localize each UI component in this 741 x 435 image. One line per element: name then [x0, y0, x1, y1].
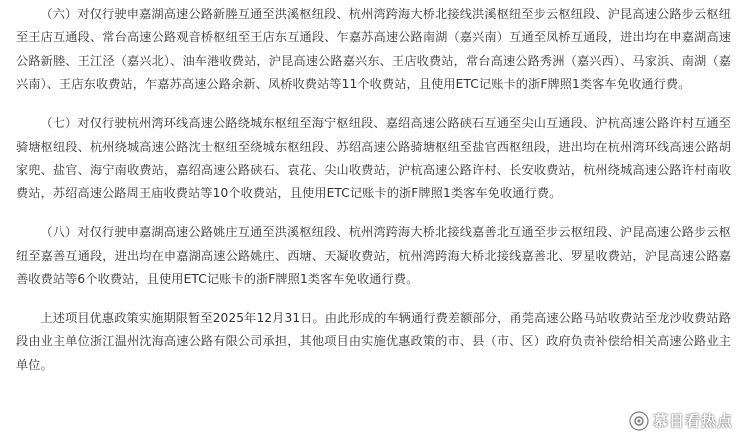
paragraph-eight: （八）对仅行驶申嘉湖高速公路姚庄互通至洪溪枢纽段、杭州湾跨海大桥北接线嘉善北互通至步云枢纽段、沪昆高速公路步云枢纽至嘉善互通段，进出均在申嘉湖高速公路姚庄、西塘、天凝收费站，杭州湾跨海大桥北接线嘉善北、罗星收费站，沪昆高速公路嘉善收费站等6个收费站，且使用ETC记账卡的浙F牌照1类客车免收通行费。 [16, 225, 731, 287]
paragraph-policy-period: 上述项目优惠政策实施期限暂至2025年12月31日。由此形成的车辆通行费差额部分，甬莞高速公路马站收费站至龙沙收费站路段由业主单位浙江温州沈海高速公路有限公司承担，其他项目由实施优惠政策的市、县（市、区）政府负责补偿给相关高速公路业主单位。 [16, 310, 731, 372]
watermark-logo-icon [629, 411, 649, 431]
paragraph-seven: （七）对仅行驶杭州湾环线高速公路绕城东枢纽至海宁枢纽段、嘉绍高速公路硖石互通至尖山互通段、沪杭高速公路许村互通至骑塘枢纽段、杭州绕城高速公路沈士枢纽至绕城东枢纽段、苏绍高速公路骑塘枢纽至盐官西枢纽段，进出均在杭州湾环线高速公路胡家兜、盐官、海宁南收费站，嘉绍高速公路硖石、袁花、尖山收费站，沪杭高速公路许村、长安收费站，杭州绕城高速公路许村南收费站，苏绍高速公路周王庙收费站等10个收费站，且使用ETC记账卡的浙F牌照1类客车免收通行费。 [16, 116, 731, 201]
watermark-text: 慕目看热点 [652, 412, 733, 430]
watermark [629, 410, 733, 431]
document-body [16, 3, 731, 377]
paragraph-six: （六）对仅行驶申嘉湖高速公路新塍互通至洪溪枢纽段、杭州湾跨海大桥北接线洪溪枢纽至步云枢纽段、沪昆高速公路步云枢纽至王店互通段、常台高速公路观音桥枢纽至王店东互通段、乍嘉苏高速公路南湖（嘉兴南）互通至凤桥互通段，进出均在申嘉湖高速公路新塍、王江泾（嘉兴北）、油车港收费站，沪昆高速公路嘉兴东、王店收费站，常台高速公路秀洲（嘉兴西）、马家浜、南湖（嘉兴南）、王店东收费站，乍嘉苏高速公路余新、凤桥收费站等11个收费站，且使用ETC记账卡的浙F牌照1类客车免收通行费。 [16, 7, 731, 92]
